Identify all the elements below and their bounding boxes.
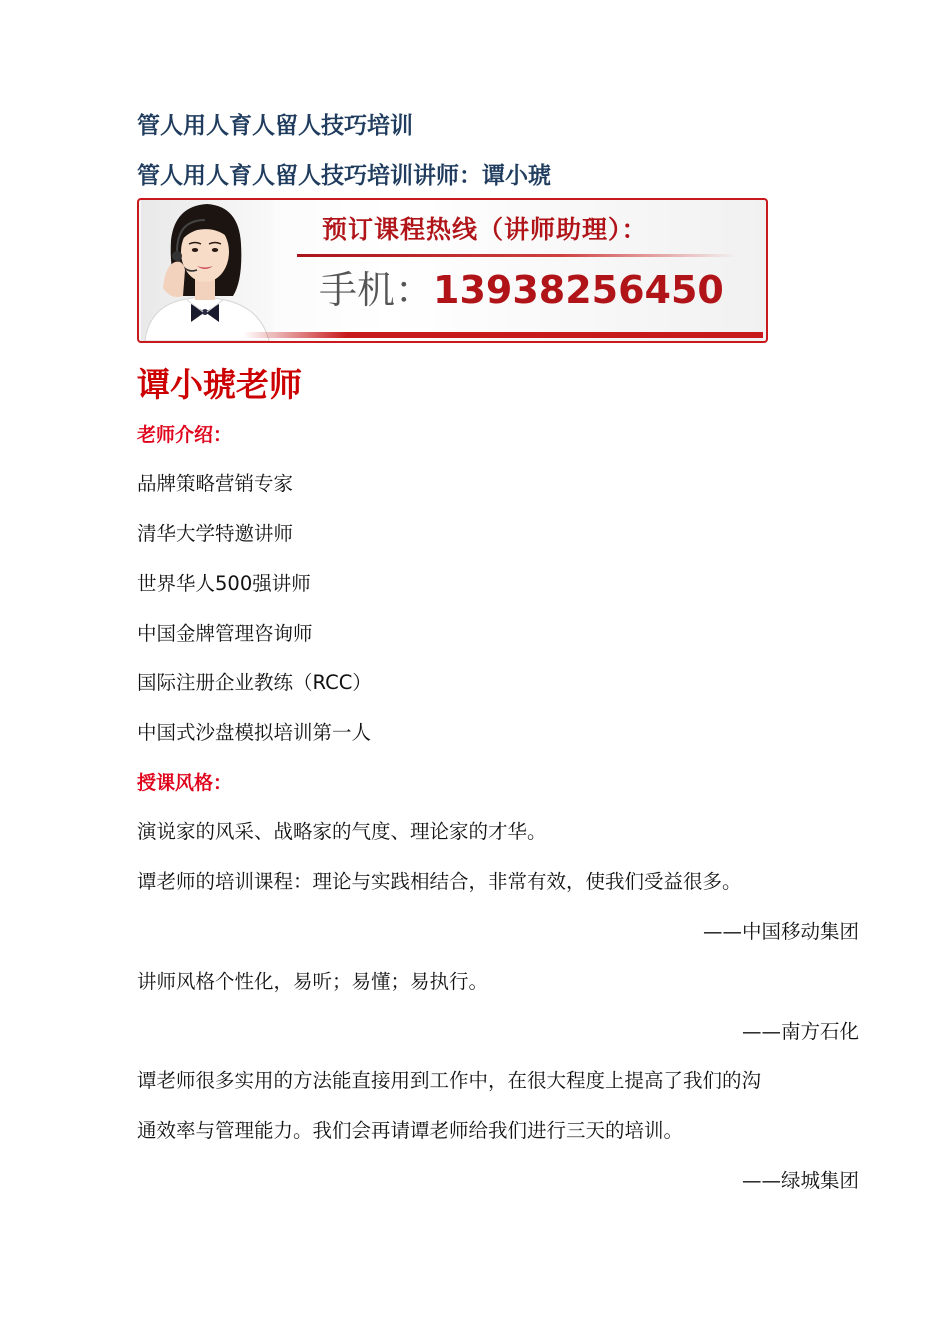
phone-number: 13938256450 <box>433 268 724 312</box>
testimonial-text: 谭老师的培训课程：理论与实践相结合，非常有效，使我们受益很多。 <box>137 870 742 893</box>
phone-line <box>319 264 724 316</box>
banner-bottom-accent <box>243 332 763 338</box>
testimonial-source: ——中国移动集团 <box>702 920 859 943</box>
course-title: 管人用人育人留人技巧培训 <box>137 112 413 139</box>
style-summary: 演说家的风采、战略家的气度、理论家的才华。 <box>137 820 547 843</box>
phone-label: 手机： <box>319 268 434 312</box>
style-heading: 授课风格： <box>137 772 233 794</box>
hotline-label: 预订课程热线（讲师助理）： <box>322 215 648 244</box>
teacher-name-title: 谭小琥老师 <box>137 365 302 404</box>
intro-item: 中国金牌管理咨询师 <box>137 622 313 645</box>
testimonial-text: 通效率与管理能力。我们会再请谭老师给我们进行三天的培训。 <box>137 1119 684 1142</box>
course-lecturer-title: 管人用人育人留人技巧培训讲师：谭小琥 <box>137 162 551 189</box>
testimonial-source: ——绿城集团 <box>741 1169 859 1192</box>
intro-item: 品牌策略营销专家 <box>137 472 294 495</box>
testimonial-text: 谭老师很多实用的方法能直接用到工作中，在很大程度上提高了我们的沟 <box>137 1069 762 1092</box>
intro-item: 世界华人500强讲师 <box>137 572 311 595</box>
hotline-divider <box>297 254 737 257</box>
testimonial-text: 讲师风格个性化，易听；易懂；易执行。 <box>137 970 489 993</box>
intro-heading: 老师介绍： <box>137 424 233 446</box>
document-page <box>137 0 859 1344</box>
intro-item: 清华大学特邀讲师 <box>137 522 294 545</box>
customer-service-agent-icon <box>141 200 273 341</box>
intro-item: 中国式沙盘模拟培训第一人 <box>137 721 372 744</box>
testimonial-source: ——南方石化 <box>741 1020 859 1043</box>
intro-item: 国际注册企业教练（RCC） <box>137 671 372 694</box>
booking-hotline-banner <box>137 198 768 343</box>
